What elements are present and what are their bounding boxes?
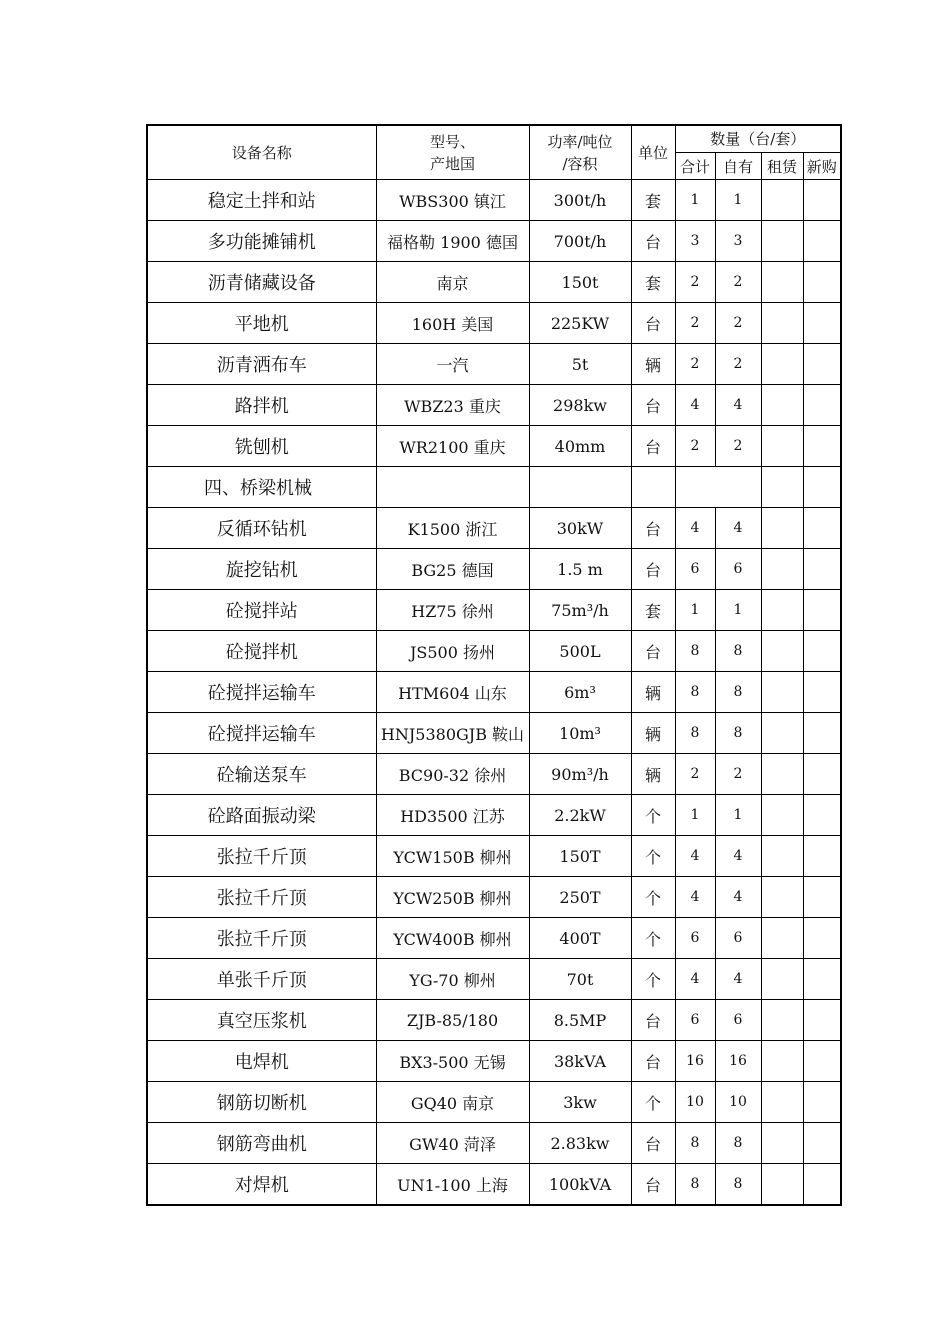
cell-power: 30kW [529, 508, 631, 549]
cell-model: HTM604 山东 [376, 672, 529, 713]
table-row [147, 959, 841, 1000]
cell-qty-total: 2 [675, 303, 715, 344]
section-row [147, 467, 841, 508]
cell-qty-new [803, 631, 841, 672]
cell-model: YG-70 柳州 [376, 959, 529, 1000]
cell-qty-own: 8 [715, 1164, 761, 1206]
cell-model: 福格勒 1900 德国 [376, 221, 529, 262]
cell-name: 张拉千斤顶 [147, 918, 376, 959]
cell-qty-rent [761, 590, 803, 631]
cell-qty-total: 8 [675, 631, 715, 672]
cell-unit: 台 [631, 385, 675, 426]
cell-qty-rent [761, 795, 803, 836]
cell-unit: 台 [631, 1123, 675, 1164]
header-power: 功率/吨位 /容积 [529, 125, 631, 180]
table-row [147, 1082, 841, 1123]
table-row [147, 221, 841, 262]
table-row [147, 918, 841, 959]
cell-power: 150T [529, 836, 631, 877]
cell-empty [803, 467, 841, 508]
cell-qty-rent [761, 549, 803, 590]
cell-qty-total: 2 [675, 426, 715, 467]
cell-qty-total: 3 [675, 221, 715, 262]
cell-unit: 个 [631, 836, 675, 877]
header-unit: 单位 [631, 125, 675, 180]
cell-model: YCW150B 柳州 [376, 836, 529, 877]
cell-power: 150t [529, 262, 631, 303]
cell-power: 225KW [529, 303, 631, 344]
header-qty-total: 合计 [675, 153, 715, 180]
table-row [147, 508, 841, 549]
cell-name: 反循环钻机 [147, 508, 376, 549]
cell-unit: 个 [631, 877, 675, 918]
cell-model: YCW250B 柳州 [376, 877, 529, 918]
table-row [147, 631, 841, 672]
cell-name: 电焊机 [147, 1041, 376, 1082]
cell-unit: 个 [631, 918, 675, 959]
cell-qty-rent [761, 918, 803, 959]
cell-qty-new [803, 303, 841, 344]
cell-qty-total: 8 [675, 713, 715, 754]
table-row [147, 1123, 841, 1164]
cell-power: 400T [529, 918, 631, 959]
table-row [147, 426, 841, 467]
cell-model: WR2100 重庆 [376, 426, 529, 467]
cell-name: 钢筋弯曲机 [147, 1123, 376, 1164]
cell-power: 70t [529, 959, 631, 1000]
cell-model [376, 467, 529, 508]
cell-qty-total: 1 [675, 795, 715, 836]
header-model: 型号、 产地国 [376, 125, 529, 180]
cell-qty-rent [761, 426, 803, 467]
header-name: 设备名称 [147, 125, 376, 180]
cell-model: HNJ5380GJB 鞍山 [376, 713, 529, 754]
table-row [147, 303, 841, 344]
cell-qty-rent [761, 1164, 803, 1206]
cell-unit: 台 [631, 1000, 675, 1041]
cell-unit: 个 [631, 959, 675, 1000]
cell-unit: 个 [631, 795, 675, 836]
cell-unit: 套 [631, 590, 675, 631]
cell-name: 砼路面振动梁 [147, 795, 376, 836]
cell-name: 砼搅拌运输车 [147, 672, 376, 713]
cell-model: GQ40 南京 [376, 1082, 529, 1123]
header-qty-rent: 租赁 [761, 153, 803, 180]
cell-qty-new [803, 713, 841, 754]
cell-model: 160H 美国 [376, 303, 529, 344]
cell-model: WBS300 镇江 [376, 180, 529, 221]
table-row [147, 1041, 841, 1082]
cell-name: 稳定土拌和站 [147, 180, 376, 221]
cell-qty-rent [761, 631, 803, 672]
cell-qty-rent [761, 713, 803, 754]
cell-qty-new [803, 877, 841, 918]
cell-qty-new [803, 385, 841, 426]
cell-qty-rent [761, 303, 803, 344]
cell-unit: 个 [631, 1082, 675, 1123]
cell-qty-new [803, 344, 841, 385]
cell-power: 1.5 m [529, 549, 631, 590]
cell-power [529, 467, 631, 508]
cell-qty-total: 2 [675, 262, 715, 303]
cell-power: 5t [529, 344, 631, 385]
cell-qty-rent [761, 877, 803, 918]
cell-name: 张拉千斤顶 [147, 836, 376, 877]
cell-name: 路拌机 [147, 385, 376, 426]
cell-qty-own: 4 [715, 836, 761, 877]
cell-qty-own: 4 [715, 959, 761, 1000]
table-row [147, 590, 841, 631]
cell-qty-new [803, 836, 841, 877]
cell-model: 南京 [376, 262, 529, 303]
cell-name: 钢筋切断机 [147, 1082, 376, 1123]
cell-model: YCW400B 柳州 [376, 918, 529, 959]
cell-power: 500L [529, 631, 631, 672]
cell-qty-rent [761, 508, 803, 549]
cell-qty-own: 2 [715, 262, 761, 303]
cell-name: 铣刨机 [147, 426, 376, 467]
cell-power: 3kw [529, 1082, 631, 1123]
cell-power: 2.83kw [529, 1123, 631, 1164]
cell-qty-own: 8 [715, 1123, 761, 1164]
table-row [147, 180, 841, 221]
cell-unit: 辆 [631, 713, 675, 754]
cell-qty-own: 1 [715, 795, 761, 836]
cell-qty-own: 8 [715, 672, 761, 713]
header-qty-own: 自有 [715, 153, 761, 180]
cell-qty-new [803, 262, 841, 303]
cell-qty-total: 4 [675, 508, 715, 549]
table-row [147, 385, 841, 426]
cell-qty-new [803, 508, 841, 549]
cell-qty-new [803, 795, 841, 836]
cell-qty-own: 2 [715, 344, 761, 385]
cell-model: BG25 德国 [376, 549, 529, 590]
cell-qty-rent [761, 385, 803, 426]
table-row [147, 713, 841, 754]
cell-qty-rent [761, 180, 803, 221]
cell-qty-rent [761, 754, 803, 795]
table-row [147, 795, 841, 836]
cell-qty-rent [761, 344, 803, 385]
cell-qty-own: 4 [715, 508, 761, 549]
cell-power: 8.5MP [529, 1000, 631, 1041]
cell-qty-own: 4 [715, 877, 761, 918]
cell-unit: 台 [631, 426, 675, 467]
cell-unit: 台 [631, 508, 675, 549]
cell-power: 75m³/h [529, 590, 631, 631]
cell-qty-own: 3 [715, 221, 761, 262]
cell-qty-own: 10 [715, 1082, 761, 1123]
cell-qty-total: 6 [675, 549, 715, 590]
cell-qty-total: 8 [675, 1123, 715, 1164]
cell-model: HZ75 徐州 [376, 590, 529, 631]
cell-qty-total: 10 [675, 1082, 715, 1123]
cell-unit: 套 [631, 262, 675, 303]
cell-qty-new [803, 426, 841, 467]
cell-qty-rent [761, 1000, 803, 1041]
cell-unit: 辆 [631, 344, 675, 385]
cell-qty-own: 1 [715, 180, 761, 221]
cell-model: ZJB-85/180 [376, 1000, 529, 1041]
cell-qty-total: 4 [675, 836, 715, 877]
cell-qty-new [803, 918, 841, 959]
cell-qty-total: 1 [675, 590, 715, 631]
cell-qty-rent [761, 959, 803, 1000]
cell-empty [761, 467, 803, 508]
table-row [147, 344, 841, 385]
cell-qty-new [803, 180, 841, 221]
cell-qty-own: 16 [715, 1041, 761, 1082]
cell-power: 700t/h [529, 221, 631, 262]
cell-model: WBZ23 重庆 [376, 385, 529, 426]
cell-qty-total: 4 [675, 959, 715, 1000]
cell-qty-total: 6 [675, 1000, 715, 1041]
cell-model: K1500 浙江 [376, 508, 529, 549]
cell-qty-new [803, 1123, 841, 1164]
table-row [147, 1000, 841, 1041]
table-row [147, 836, 841, 877]
table-row [147, 754, 841, 795]
cell-qty-own: 2 [715, 426, 761, 467]
cell-unit: 台 [631, 1164, 675, 1206]
cell-qty-rent [761, 221, 803, 262]
cell-unit [631, 467, 675, 508]
cell-qty-new [803, 590, 841, 631]
cell-name: 砼搅拌站 [147, 590, 376, 631]
cell-qty-own: 2 [715, 303, 761, 344]
cell-model: UN1-100 上海 [376, 1164, 529, 1206]
cell-qty-rent [761, 836, 803, 877]
cell-qty-new [803, 1041, 841, 1082]
cell-qty-own: 6 [715, 549, 761, 590]
cell-unit: 辆 [631, 754, 675, 795]
cell-qty-rent [761, 1041, 803, 1082]
cell-model: 一汽 [376, 344, 529, 385]
cell-qty-new [803, 549, 841, 590]
cell-qty-rent [761, 1082, 803, 1123]
cell-unit: 套 [631, 180, 675, 221]
cell-power: 90m³/h [529, 754, 631, 795]
cell-power: 6m³ [529, 672, 631, 713]
cell-name: 砼输送泵车 [147, 754, 376, 795]
header-quantity: 数量（台/套） [675, 125, 841, 153]
cell-qty-own: 2 [715, 754, 761, 795]
cell-qty-rent [761, 262, 803, 303]
cell-qty-own: 1 [715, 590, 761, 631]
equipment-table [146, 124, 842, 1206]
cell-power: 10m³ [529, 713, 631, 754]
table-row [147, 262, 841, 303]
table-row [147, 877, 841, 918]
cell-name: 对焊机 [147, 1164, 376, 1206]
table-row [147, 672, 841, 713]
cell-power: 40mm [529, 426, 631, 467]
cell-name: 真空压浆机 [147, 1000, 376, 1041]
cell-unit: 辆 [631, 672, 675, 713]
cell-qty-new [803, 754, 841, 795]
cell-qty-own: 4 [715, 385, 761, 426]
cell-qty-own: 8 [715, 713, 761, 754]
cell-qty-new [803, 959, 841, 1000]
cell-power: 2.2kW [529, 795, 631, 836]
cell-power: 300t/h [529, 180, 631, 221]
cell-unit: 台 [631, 221, 675, 262]
cell-unit: 台 [631, 631, 675, 672]
cell-qty-rent [761, 1123, 803, 1164]
cell-qty-total: 4 [675, 385, 715, 426]
cell-name: 沥青洒布车 [147, 344, 376, 385]
cell-power: 250T [529, 877, 631, 918]
cell-power: 38kVA [529, 1041, 631, 1082]
cell-name: 多功能摊铺机 [147, 221, 376, 262]
cell-power: 100kVA [529, 1164, 631, 1206]
cell-qty-total: 6 [675, 918, 715, 959]
cell-qty-new [803, 672, 841, 713]
cell-qty-new [803, 1000, 841, 1041]
cell-qty-new [803, 1164, 841, 1206]
cell-qty [675, 467, 761, 508]
cell-name: 砼搅拌运输车 [147, 713, 376, 754]
cell-name: 旋挖钻机 [147, 549, 376, 590]
cell-model: GW40 菏泽 [376, 1123, 529, 1164]
cell-model: HD3500 江苏 [376, 795, 529, 836]
cell-qty-new [803, 221, 841, 262]
cell-model: BC90-32 徐州 [376, 754, 529, 795]
cell-name: 沥青储藏设备 [147, 262, 376, 303]
cell-name: 张拉千斤顶 [147, 877, 376, 918]
header-qty-new: 新购 [803, 153, 841, 180]
cell-qty-total: 8 [675, 1164, 715, 1206]
table-row [147, 549, 841, 590]
cell-qty-own: 6 [715, 918, 761, 959]
cell-qty-total: 16 [675, 1041, 715, 1082]
cell-qty-total: 1 [675, 180, 715, 221]
cell-qty-total: 8 [675, 672, 715, 713]
cell-qty-total: 2 [675, 344, 715, 385]
cell-model: BX3-500 无锡 [376, 1041, 529, 1082]
table-row [147, 1164, 841, 1206]
cell-unit: 台 [631, 1041, 675, 1082]
cell-qty-total: 4 [675, 877, 715, 918]
cell-power: 298kw [529, 385, 631, 426]
cell-qty-own: 6 [715, 1000, 761, 1041]
cell-qty-new [803, 1082, 841, 1123]
cell-unit: 台 [631, 549, 675, 590]
cell-name: 砼搅拌机 [147, 631, 376, 672]
cell-unit: 台 [631, 303, 675, 344]
cell-name: 平地机 [147, 303, 376, 344]
cell-qty-own: 8 [715, 631, 761, 672]
cell-qty-rent [761, 672, 803, 713]
cell-model: JS500 扬州 [376, 631, 529, 672]
cell-name: 单张千斤顶 [147, 959, 376, 1000]
cell-qty-total: 2 [675, 754, 715, 795]
section-title: 四、桥梁机械 [147, 467, 376, 508]
